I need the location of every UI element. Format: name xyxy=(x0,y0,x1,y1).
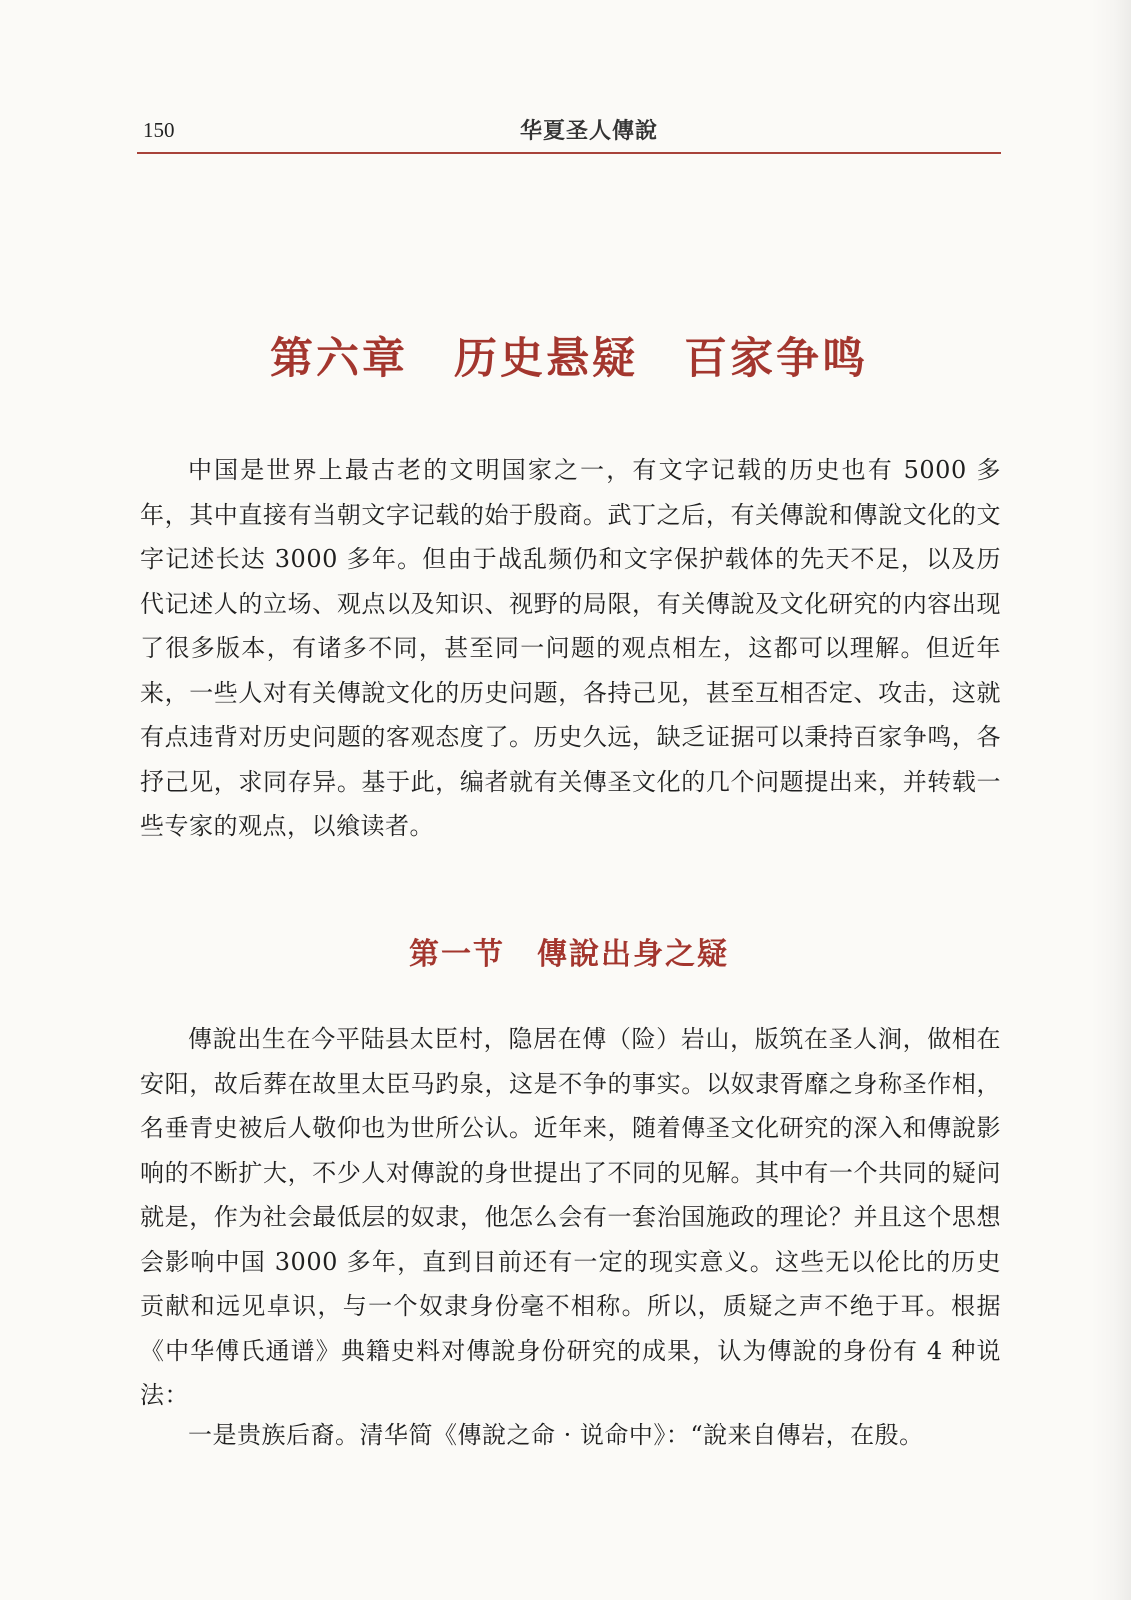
running-title: 华夏圣人傳說 xyxy=(519,118,658,144)
page-number: 150 xyxy=(143,118,175,142)
section-paragraph-2: 一是贵族后裔。清华简《傳說之命 · 说命中》：“說来自傳岩，在殷。 xyxy=(188,1421,924,1449)
section-paragraph-1: 傳說出生在今平陆县太臣村，隐居在傅（险）岩山，版筑在圣人涧，做相在安阳，故后葬在故里太臣马趵泉，这是不争的事实。以奴隶胥靡之身称圣作相，名垂青史被后人敬仰也为世所公认。近年来，随着傳圣文化研究的深入和傳說影响的不断扩大，不少人对傳說的身世提出了不同的见解。其中有一个共同的疑问就是，作为社会最低层的奴隶，他怎么会有一套治国施政的理论？并且这个思想会影响中国 3000 多年，直到目前还有一定的现实意义。这些无以伦比的历史贡献和远见卓识，与一个奴隶身份毫不相称。所以，质疑之声不绝于耳。根据《中华傅氏通谱》典籍史料对傳說身份研究的成果，认为傳說的身份有 4 种说法： xyxy=(140,1025,1001,1409)
chapter-title: 第六章 历史悬疑 百家争鸣 xyxy=(270,333,868,384)
page-edge-shadow xyxy=(1091,0,1131,1600)
intro-paragraph: 中国是世界上最古老的文明国家之一，有文字记载的历史也有 5000 多年，其中直接有当朝文字记载的始于殷商。武丁之后，有关傳說和傳說文化的文字记述长达 3000 多年。但由于战乱频仍和文字保护载体的先天不足，以及历代记述人的立场、观点以及知识、视野的局限，有关傳說及文化研究的内容出现了很多版本，有诸多不同，甚至同一问题的观点相左，这都可以理解。但近年来，一些人对有关傳說文化的历史问题，各持己见，甚至互相否定、攻击，这就有点违背对历史问题的客观态度了。历史久远，缺乏证据可以秉持百家争鸣，各抒己见，求同存异。基于此，编者就有关傳圣文化的几个问题提出来，并转载一些专家的观点，以飨读者。 xyxy=(140,456,1001,840)
section-title: 第一节 傳說出身之疑 xyxy=(409,936,729,972)
page-header xyxy=(137,108,1001,154)
header-rule xyxy=(137,152,1001,154)
